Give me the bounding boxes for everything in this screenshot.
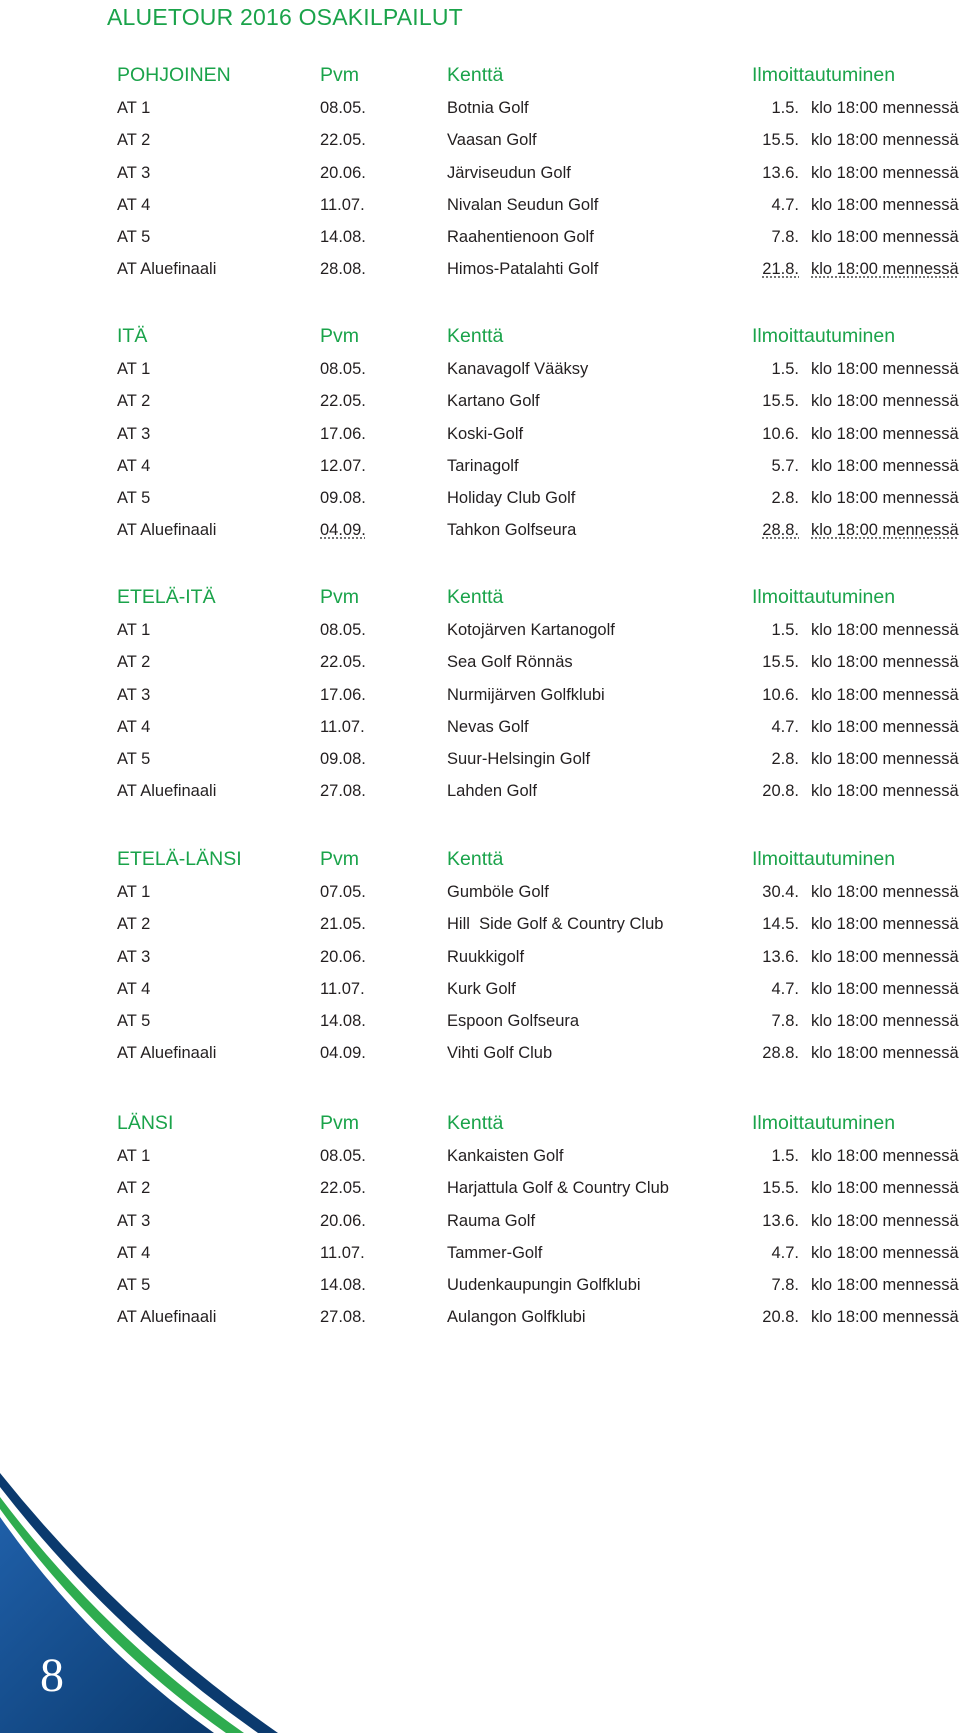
registration-deadline: klo 18:00 mennessä: [811, 621, 959, 640]
registration-date: 20.8.: [762, 782, 799, 801]
event-date: 04.09.: [320, 1044, 366, 1063]
table-row: [117, 776, 960, 808]
course-name: Nivalan Seudun Golf: [447, 195, 599, 214]
course-name: Tahkon Golfseura: [447, 521, 577, 540]
page-number: 8: [40, 1649, 64, 1702]
event-name: AT 2: [117, 915, 151, 934]
registration-deadline: klo 18:00 mennessä: [811, 915, 959, 934]
region-table-lansi: [117, 1109, 960, 1334]
event-name: AT 1: [117, 621, 151, 640]
course-name: Raahentienoon Golf: [447, 227, 594, 246]
registration-column-header: Ilmoittautuminen: [752, 1112, 896, 1134]
event-name: AT 5: [117, 488, 151, 507]
registration-deadline: klo 18:00 mennessä: [811, 979, 959, 998]
table-row: [117, 1141, 960, 1173]
region-heading: ITÄ: [117, 325, 148, 347]
registration-deadline: klo 18:00 mennessä: [811, 883, 959, 902]
table-row: [117, 386, 960, 418]
event-name: AT 5: [117, 1275, 151, 1294]
registration-column-header: Ilmoittautuminen: [752, 64, 896, 86]
event-name: AT 1: [117, 1147, 151, 1166]
event-date: 28.08.: [320, 260, 366, 279]
course-name: Kartano Golf: [447, 392, 540, 411]
course-name: Järviseudun Golf: [447, 163, 571, 182]
table-row: [117, 744, 960, 776]
page-title: ALUETOUR 2016 OSAKILPAILUT: [107, 4, 463, 30]
table-row: [117, 451, 960, 483]
registration-deadline: klo 18:00 mennessä: [811, 782, 959, 801]
course-name: Kotojärven Kartanogolf: [447, 621, 615, 640]
registration-date: 13.6.: [762, 163, 799, 182]
registration-deadline: klo 18:00 mennessä: [811, 1147, 959, 1166]
table-row: [117, 877, 960, 909]
event-name: AT Aluefinaali: [117, 521, 217, 540]
registration-date: 1.5.: [771, 99, 799, 118]
event-name: AT 2: [117, 653, 151, 672]
event-name: AT 4: [117, 456, 151, 475]
event-date: 14.08.: [320, 1011, 366, 1030]
table-header: [117, 845, 960, 877]
registration-deadline: klo 18:00 mennessä: [811, 1011, 959, 1030]
registration-date: 10.6.: [762, 685, 799, 704]
event-name: AT 3: [117, 424, 151, 443]
course-name: Vaasan Golf: [447, 131, 537, 150]
event-date: 11.07.: [320, 1243, 365, 1262]
course-name: Gumböle Golf: [447, 883, 549, 902]
event-name: AT 4: [117, 195, 151, 214]
registration-date: 13.6.: [762, 1211, 799, 1230]
course-name: Kankaisten Golf: [447, 1147, 564, 1166]
table-row: [117, 354, 960, 386]
event-date: 22.05.: [320, 392, 366, 411]
registration-date: 15.5.: [762, 1179, 799, 1198]
event-name: AT 1: [117, 360, 151, 379]
table-row: [117, 1238, 960, 1270]
event-name: AT Aluefinaali: [117, 1308, 217, 1327]
event-name: AT 1: [117, 99, 151, 118]
registration-deadline: klo 18:00 mennessä: [811, 1275, 959, 1294]
event-date: 20.06.: [320, 947, 366, 966]
registration-date: 5.7.: [771, 456, 799, 475]
event-date: 12.07.: [320, 456, 366, 475]
course-name: Espoon Golfseura: [447, 1011, 580, 1030]
registration-date: 20.8.: [762, 1308, 799, 1327]
table-row: [117, 1038, 960, 1070]
event-date: 07.05.: [320, 883, 366, 902]
registration-column-header: Ilmoittautuminen: [752, 325, 896, 347]
registration-date: 15.5.: [762, 392, 799, 411]
event-date: 08.05.: [320, 360, 366, 379]
registration-date: 1.5.: [771, 360, 799, 379]
registration-column-header: Ilmoittautuminen: [752, 848, 896, 870]
event-date: 11.07.: [320, 195, 365, 214]
registration-date: 28.8.: [762, 1044, 799, 1063]
table-row: [117, 1173, 960, 1205]
table-row: [117, 615, 960, 647]
event-name: AT 4: [117, 717, 151, 736]
course-name: Himos-Patalahti Golf: [447, 260, 599, 279]
course-name: Hill Side Golf & Country Club: [447, 915, 664, 934]
registration-date: 4.7.: [771, 1243, 799, 1262]
region-table-etela-ita: [117, 583, 960, 808]
table-row: [117, 483, 960, 515]
table-row: [117, 190, 960, 222]
registration-deadline: klo 18:00 mennessä: [811, 424, 959, 443]
course-name: Botnia Golf: [447, 99, 529, 118]
table-header: [117, 322, 960, 354]
event-date: 08.05.: [320, 1147, 366, 1166]
course-name: Uudenkaupungin Golfklubi: [447, 1275, 641, 1294]
event-date: 08.05.: [320, 99, 366, 118]
registration-deadline: klo 18:00 mennessä: [811, 947, 959, 966]
table-header: [117, 583, 960, 615]
course-name: Sea Golf Rönnäs: [447, 653, 573, 672]
event-name: AT 3: [117, 1211, 151, 1230]
event-date: 20.06.: [320, 163, 366, 182]
table-header: [117, 1109, 960, 1141]
event-date: 21.05.: [320, 915, 366, 934]
registration-date: 2.8.: [771, 488, 799, 507]
table-row: [117, 125, 960, 157]
event-date: 22.05.: [320, 1179, 366, 1198]
registration-deadline: klo 18:00 mennessä: [811, 260, 959, 279]
registration-date: 30.4.: [762, 883, 799, 902]
event-name: AT 5: [117, 749, 151, 768]
registration-deadline: klo 18:00 mennessä: [811, 99, 959, 118]
registration-date: 4.7.: [771, 979, 799, 998]
event-date: 27.08.: [320, 1308, 366, 1327]
event-date: 11.07.: [320, 979, 365, 998]
event-name: AT Aluefinaali: [117, 782, 217, 801]
event-date: 17.06.: [320, 685, 366, 704]
registration-deadline: klo 18:00 mennessä: [811, 1211, 959, 1230]
table-row: [117, 222, 960, 254]
region-heading: ETELÄ-LÄNSI: [117, 848, 242, 870]
table-row: [117, 909, 960, 941]
registration-date: 7.8.: [771, 1275, 799, 1294]
course-column-header: Kenttä: [447, 325, 504, 347]
registration-deadline: klo 18:00 mennessä: [811, 1044, 959, 1063]
registration-date: 13.6.: [762, 947, 799, 966]
course-name: Tammer-Golf: [447, 1243, 543, 1262]
region-table-ita: [117, 322, 960, 547]
registration-deadline: klo 18:00 mennessä: [811, 392, 959, 411]
registration-date: 10.6.: [762, 424, 799, 443]
registration-date: 15.5.: [762, 653, 799, 672]
event-name: AT 1: [117, 883, 151, 902]
registration-deadline: klo 18:00 mennessä: [811, 521, 959, 540]
event-date: 14.08.: [320, 227, 366, 246]
registration-deadline: klo 18:00 mennessä: [811, 1179, 959, 1198]
registration-deadline: klo 18:00 mennessä: [811, 131, 959, 150]
region-heading: LÄNSI: [117, 1112, 174, 1134]
event-name: AT 5: [117, 227, 151, 246]
registration-date: 4.7.: [771, 195, 799, 214]
course-name: Suur-Helsingin Golf: [447, 749, 591, 768]
registration-deadline: klo 18:00 mennessä: [811, 360, 959, 379]
table-row: [117, 515, 960, 547]
course-name: Vihti Golf Club: [447, 1044, 553, 1063]
table-header: [117, 61, 960, 93]
table-row: [117, 647, 960, 679]
registration-deadline: klo 18:00 mennessä: [811, 195, 959, 214]
event-name: AT 2: [117, 131, 151, 150]
event-date: 09.08.: [320, 488, 366, 507]
table-row: [117, 680, 960, 712]
event-date: 09.08.: [320, 749, 366, 768]
table-row: [117, 1302, 960, 1334]
date-column-header: Pvm: [320, 586, 359, 608]
event-date: 04.09.: [320, 521, 366, 540]
date-column-header: Pvm: [320, 1112, 359, 1134]
course-name: Harjattula Golf & Country Club: [447, 1179, 669, 1198]
registration-deadline: klo 18:00 mennessä: [811, 1243, 959, 1262]
course-column-header: Kenttä: [447, 848, 504, 870]
registration-column-header: Ilmoittautuminen: [752, 586, 896, 608]
registration-date: 14.5.: [762, 915, 799, 934]
table-row: [117, 1270, 960, 1302]
table-row: [117, 942, 960, 974]
event-name: AT 4: [117, 1243, 151, 1262]
date-column-header: Pvm: [320, 325, 359, 347]
registration-deadline: klo 18:00 mennessä: [811, 163, 959, 182]
registration-deadline: klo 18:00 mennessä: [811, 488, 959, 507]
course-name: Tarinagolf: [447, 456, 519, 475]
registration-date: 7.8.: [771, 1011, 799, 1030]
registration-date: 1.5.: [771, 621, 799, 640]
registration-date: 7.8.: [771, 227, 799, 246]
registration-date: 28.8.: [762, 521, 799, 540]
region-table-pohjoinen: [117, 61, 960, 286]
course-name: Nevas Golf: [447, 717, 529, 736]
registration-date: 4.7.: [771, 717, 799, 736]
event-name: AT 5: [117, 1011, 151, 1030]
course-name: Koski-Golf: [447, 424, 524, 443]
event-name: AT 3: [117, 947, 151, 966]
course-name: Aulangon Golfklubi: [447, 1308, 586, 1327]
event-name: AT 3: [117, 163, 151, 182]
course-name: Nurmijärven Golfklubi: [447, 685, 605, 704]
date-column-header: Pvm: [320, 64, 359, 86]
registration-deadline: klo 18:00 mennessä: [811, 749, 959, 768]
event-date: 08.05.: [320, 621, 366, 640]
event-name: AT Aluefinaali: [117, 260, 217, 279]
event-date: 17.06.: [320, 424, 366, 443]
event-name: AT 2: [117, 392, 151, 411]
course-name: Lahden Golf: [447, 782, 537, 801]
event-name: AT 2: [117, 1179, 151, 1198]
registration-deadline: klo 18:00 mennessä: [811, 717, 959, 736]
table-row: [117, 712, 960, 744]
course-name: Kurk Golf: [447, 979, 516, 998]
registration-deadline: klo 18:00 mennessä: [811, 1308, 959, 1327]
registration-date: 1.5.: [771, 1147, 799, 1166]
region-table-etela-lansi: [117, 845, 960, 1070]
course-name: Kanavagolf Vääksy: [447, 360, 589, 379]
registration-deadline: klo 18:00 mennessä: [811, 227, 959, 246]
registration-deadline: klo 18:00 mennessä: [811, 685, 959, 704]
table-row: [117, 1206, 960, 1238]
course-name: Ruukkigolf: [447, 947, 525, 966]
registration-date: 2.8.: [771, 749, 799, 768]
region-heading: ETELÄ-ITÄ: [117, 586, 216, 608]
course-name: Holiday Club Golf: [447, 488, 576, 507]
event-name: AT 4: [117, 979, 151, 998]
course-column-header: Kenttä: [447, 64, 504, 86]
registration-deadline: klo 18:00 mennessä: [811, 653, 959, 672]
table-row: [117, 93, 960, 125]
event-date: 22.05.: [320, 653, 366, 672]
event-date: 22.05.: [320, 131, 366, 150]
event-date: 14.08.: [320, 1275, 366, 1294]
table-row: [117, 254, 960, 286]
course-column-header: Kenttä: [447, 586, 504, 608]
registration-date: 21.8.: [762, 260, 799, 279]
region-heading: POHJOINEN: [117, 64, 231, 86]
table-row: [117, 974, 960, 1006]
event-name: AT 3: [117, 685, 151, 704]
event-date: 27.08.: [320, 782, 366, 801]
date-column-header: Pvm: [320, 848, 359, 870]
registration-deadline: klo 18:00 mennessä: [811, 456, 959, 475]
event-date: 11.07.: [320, 717, 365, 736]
table-row: [117, 158, 960, 190]
table-row: [117, 1006, 960, 1038]
course-name: Rauma Golf: [447, 1211, 536, 1230]
table-row: [117, 419, 960, 451]
course-column-header: Kenttä: [447, 1112, 504, 1134]
event-name: AT Aluefinaali: [117, 1044, 217, 1063]
registration-date: 15.5.: [762, 131, 799, 150]
event-date: 20.06.: [320, 1211, 366, 1230]
